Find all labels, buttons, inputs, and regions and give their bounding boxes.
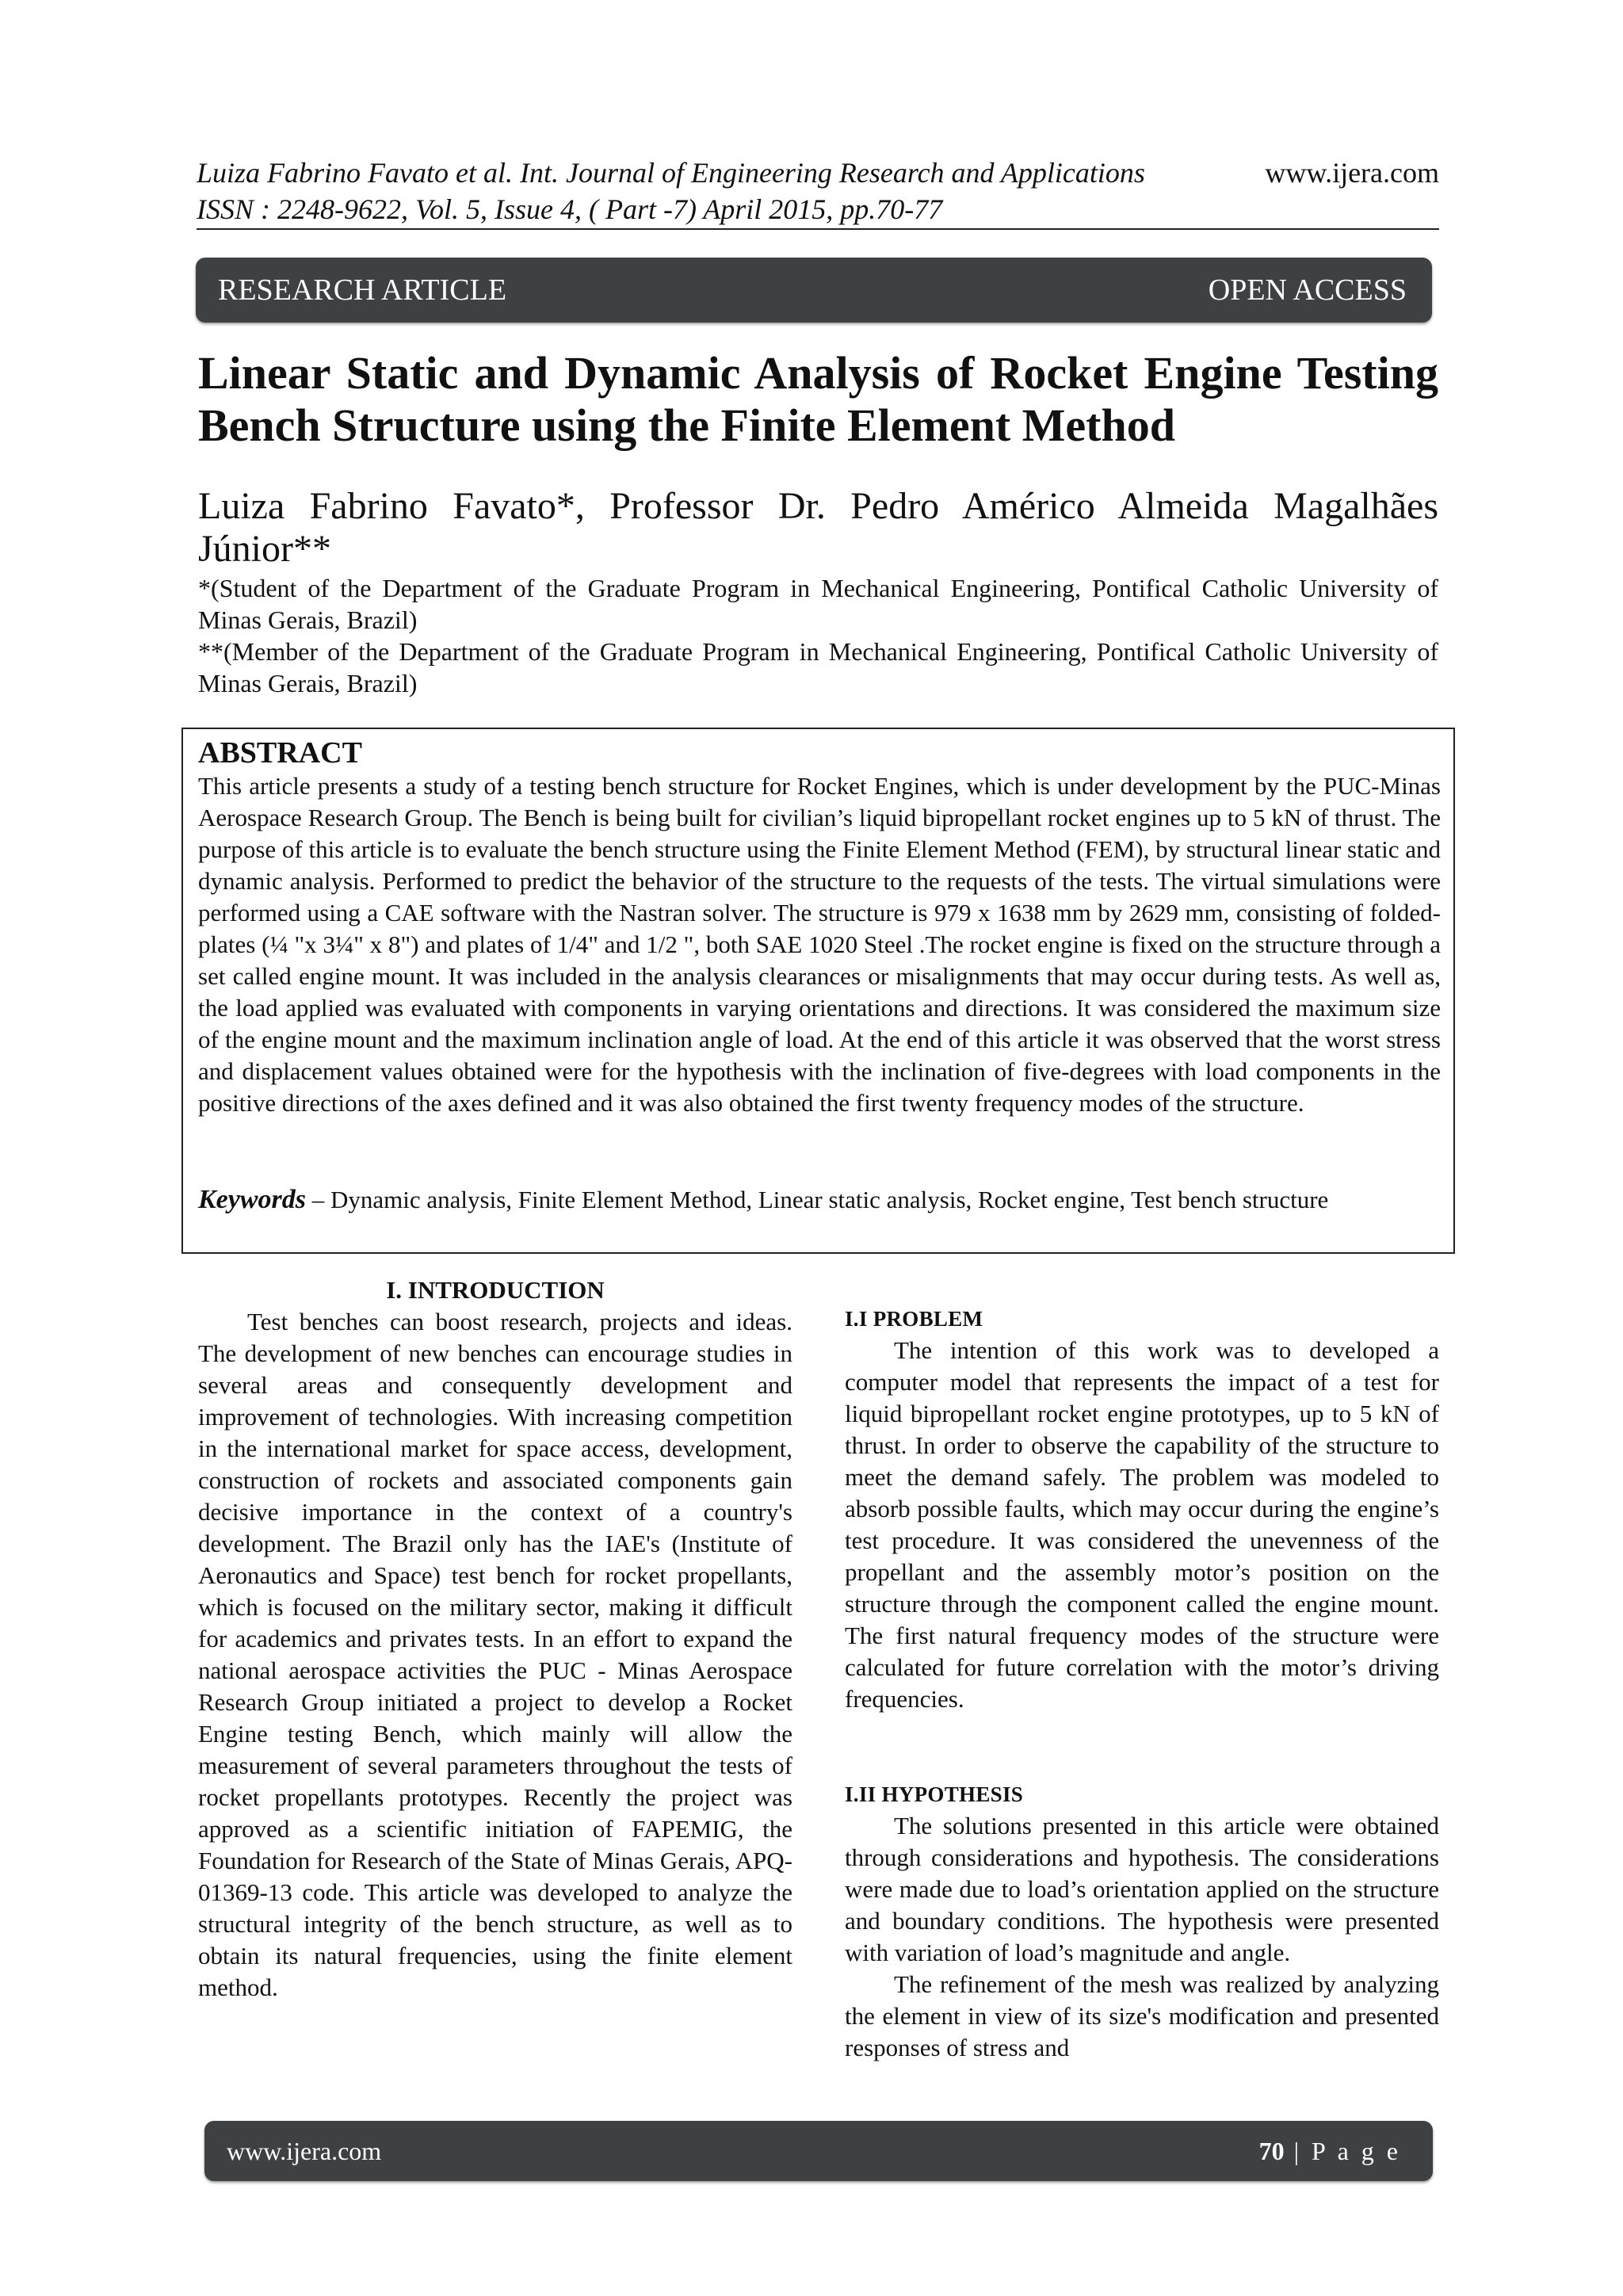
keywords-text: – Dynamic analysis, Finite Element Method, Linear static analysis, Rocket engine, Test bench structure: [306, 1186, 1329, 1213]
footer-website-link[interactable]: www.ijera.com: [227, 2136, 382, 2165]
keywords-label: Keywords: [198, 1185, 306, 1214]
hypothesis-paragraph-1: The solutions presented in this article were obtained through considerations and hypothesis. The considerations were made due to load’s orientation applied on the structure and boundary conditions. The hypothesis were presented with variation of load’s magnitude and angle.: [845, 1812, 1439, 1966]
hypothesis-section: [845, 1778, 1439, 2064]
hypothesis-heading: I.II HYPOTHESIS: [845, 1782, 1024, 1806]
article-type-banner: [196, 258, 1432, 323]
page-label: | P a g e: [1284, 2136, 1401, 2165]
introduction-section: [198, 1274, 792, 2004]
citation-line-2: ISSN : 2248-9622, Vol. 5, Issue 4, ( Part -7) April 2015, pp.70-77: [197, 193, 943, 225]
header-divider: [197, 228, 1439, 230]
page-indicator: [1259, 2137, 1401, 2166]
page-footer: [204, 2121, 1433, 2181]
page-number: 70: [1258, 2136, 1285, 2165]
problem-section: [845, 1303, 1439, 1715]
abstract-text: This article presents a study of a testing bench structure for Rocket Engines, which is under development by the PUC-Minas Aerospace Research Group. The Bench is being built for civilian’s liquid bipropellant rocket engines up to 5 kN of thrust. The purpose of this article is to evaluate the bench structure using the Finite Element Method (FEM), by structural linear static and dynamic analysis. Performed to predict the behavior of the structure to the requests of the tests. The virtual simulations were performed using a CAE software with the Nastran solver. The structure is 979 x 1638 mm by 2629 mm, consisting of folded-plates (¼ "x 3¼" x 8") and plates of 1/4" and 1/2 ", both SAE 1020 Steel .The rocket engine is fixed on the structure through a set called engine mount. It was included in the analysis clearances or misalignments that may occur during tests. As well as, the load applied was evaluated with components in varying orientations and directions. It was considered the maximum size of the engine mount and the maximum inclination angle of load. At the end of this article it was observed that the worst stress and displacement values obtained were for the hypothesis with the inclination of five-degrees with load components in the positive directions of the axes defined and it was also obtained the first twenty frequency modes of the structure.: [198, 772, 1441, 1117]
affiliation-2: **(Member of the Department of the Graduate Program in Mechanical Engineering, Pontifical Catholic University of Minas Gerais, Brazil): [198, 637, 1438, 697]
problem-heading: I.I PROBLEM: [845, 1307, 983, 1331]
paper-title: Linear Static and Dynamic Analysis of Rocket Engine Testing Bench Structure using the Finite Element Method: [198, 347, 1438, 451]
abstract-heading: ABSTRACT: [198, 736, 362, 770]
affiliation-1: *(Student of the Department of the Graduate Program in Mechanical Engineering, Pontifical Catholic University of Minas Gerais, Brazil): [198, 574, 1438, 634]
keywords: [198, 1184, 1363, 1216]
introduction-text: Test benches can boost research, projects and ideas. The development of new benches can encourage studies in several areas and consequently development and improvement of technologies. With increasing competition in the international market for space access, development, construction of rockets and associated components gain decisive importance in the context of a country's development. The Brazil only has the IAE's (Institute of Aeronautics and Space) test bench for rocket propellants, which is focused on the military sector, making it difficult for academics and privates tests. In an effort to expand the national aerospace activities the PUC - Minas Aerospace Research Group initiated a project to develop a Rocket Engine testing Bench, which mainly will allow the measurement of several parameters throughout the tests of rocket propellants prototypes. Recently the project was approved as a scientific initiation of FAPEMIG, the Foundation for Research of the State of Minas Gerais, APQ-01369-13 code. This article was developed to analyze the structural integrity of the bench structure, as well as to obtain its natural frequencies, using the finite element method.: [198, 1308, 792, 2001]
research-article-label: RESEARCH ARTICLE: [218, 273, 507, 307]
introduction-heading: I. INTRODUCTION: [386, 1276, 605, 1304]
hypothesis-paragraph-2: The refinement of the mesh was realized by analyzing the element in view of its size's modification and presented responses of stress and: [845, 1970, 1439, 2061]
author-list: Luiza Fabrino Favato*, Professor Dr. Pedro Américo Almeida Magalhães Júnior**: [198, 485, 1438, 570]
journal-citation: [197, 155, 1274, 227]
header-website-link[interactable]: www.ijera.com: [1265, 157, 1439, 189]
open-access-label: OPEN ACCESS: [1208, 273, 1407, 307]
citation-line-1: Luiza Fabrino Favato et al. Int. Journal of Engineering Research and Applications: [197, 157, 1145, 189]
problem-text: The intention of this work was to developed a computer model that represents the impact of a test for liquid bipropellant rocket engine prototypes, up to 5 kN of thrust. In order to observe the capability of the structure to meet the demand safely. The problem was modeled to absorb possible faults, which may occur during the engine’s test procedure. It was considered the unevenness of the propellant and the assembly motor’s position on the structure through the component called the engine mount. The first natural frequency modes of the structure were calculated for future correlation with the motor’s driving frequencies.: [845, 1336, 1439, 1713]
